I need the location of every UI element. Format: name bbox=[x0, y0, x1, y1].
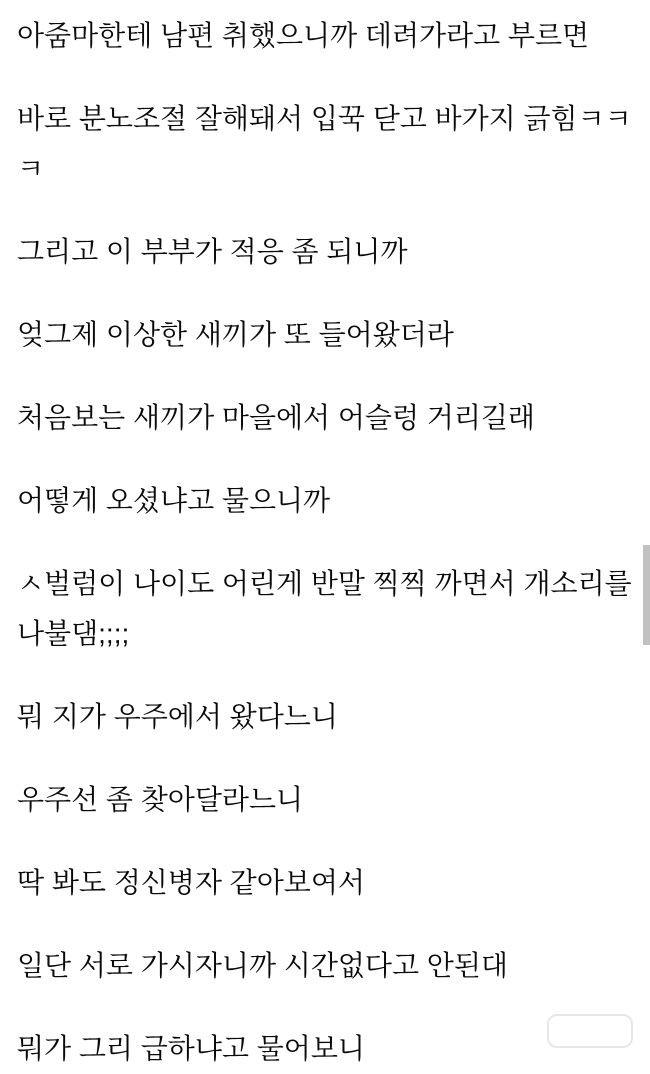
post-paragraph: 뭐가 그리 급하냐고 물어보니 bbox=[17, 1033, 365, 1064]
scroll-top-button[interactable] bbox=[547, 1014, 633, 1048]
post-paragraph: 아줌마한테 남편 취했으니까 데려가라고 부르면 bbox=[17, 20, 590, 51]
post-paragraph: 우주선 좀 찾아달라느니 bbox=[17, 784, 304, 815]
scrollbar-track[interactable] bbox=[643, 0, 650, 1026]
post-paragraph: 엊그제 이상한 새끼가 또 들어왔더라 bbox=[17, 319, 454, 350]
post-paragraph: 일단 서로 가시자니까 시간없다고 안된대 bbox=[17, 950, 508, 981]
post-paragraph: 어떻게 오셨냐고 물으니까 bbox=[17, 485, 331, 516]
post-paragraph: 뭐 지가 우주에서 왔다느니 bbox=[17, 701, 338, 732]
post-paragraph: ㅅ벌럼이 나이도 어린게 반말 찍찍 까면서 개소리를 나불댐;;;; bbox=[17, 568, 632, 649]
post-paragraph: 딱 봐도 정신병자 같아보여서 bbox=[17, 867, 365, 898]
post-paragraph: 바로 분노조절 잘해돼서 입꾹 닫고 바가지 긁힘ㅋㅋㅋ bbox=[17, 103, 632, 184]
post-paragraph: 그리고 이 부부가 적응 좀 되니까 bbox=[17, 236, 408, 267]
scrollbar-thumb[interactable] bbox=[643, 545, 650, 645]
post-paragraph: 처음보는 새끼가 마을에서 어슬렁 거리길래 bbox=[17, 402, 535, 433]
